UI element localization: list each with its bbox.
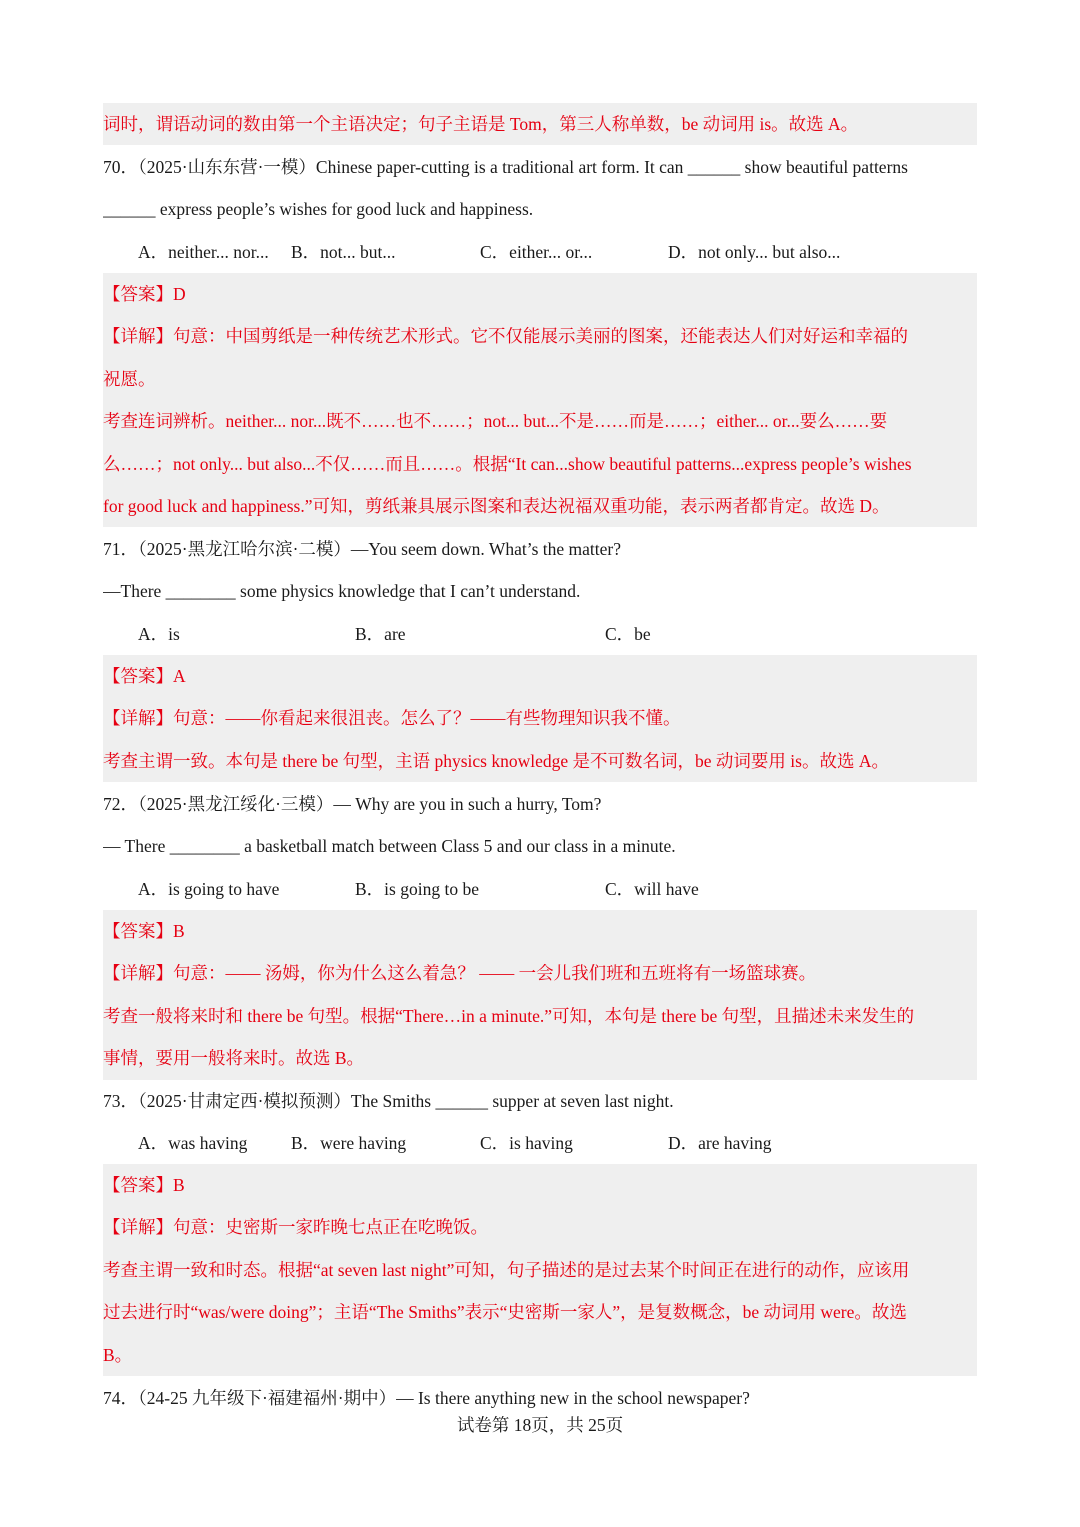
option-b: B．not... but...: [291, 242, 396, 262]
explanation-line: 事情，要用一般将来时。故选 B。: [103, 1048, 365, 1068]
option-a: A．neither... nor...: [138, 242, 269, 262]
question-number: 70．: [103, 157, 138, 177]
explanation-line: 过去进行时“was/were doing”；主语“The Smiths”表示“史密斯一家人”，是复数概念，be 动词用 were。故选: [103, 1302, 907, 1322]
options-row: [103, 613, 977, 655]
option-b: B．were having: [291, 1133, 407, 1153]
option-c: C．be: [605, 624, 651, 644]
answer-line: 【答案】B: [103, 1175, 185, 1195]
question-text: （2025·黑龙江绥化·三模）— Why are you in such a hurry, Tom?: [138, 794, 602, 814]
question-stem: [103, 783, 977, 825]
question-stem: — There ________ a basketball match between Class 5 and our class in a minute.: [103, 836, 676, 856]
option-c: C．either... or...: [480, 242, 593, 262]
explanation-line: 词时，谓语动词的数由第一个主语决定；句子主语是 Tom，第三人称单数，be 动词用 is。故选 A。: [103, 114, 859, 134]
explanation-line: 【详解】句意：——你看起来很沮丧。怎么了？——有些物理知识我不懂。: [103, 708, 681, 728]
question-stem: [103, 146, 977, 188]
question-text: （2025·黑龙江哈尔滨·二模）—You seem down. What’s the matter?: [138, 539, 621, 559]
option-c: C．is having: [480, 1133, 573, 1153]
explanation-line: 考查主谓一致和时态。根据“at seven last night”可知，句子描述的是过去某个时间正在进行的动作，应该用: [103, 1260, 910, 1280]
explanation-line: B。: [103, 1345, 133, 1365]
explanation-line: 【详解】句意：—— 汤姆，你为什么这么着急？ —— 一会儿我们班和五班将有一场篮球赛。: [103, 963, 817, 983]
answer-line: 【答案】B: [103, 921, 185, 941]
option-d: D．are having: [668, 1133, 772, 1153]
question-text: （2025·甘肃定西·模拟预测）The Smiths ______ supper at seven last night.: [138, 1091, 674, 1111]
question-stem: ______ express people’s wishes for good luck and happiness.: [103, 199, 534, 219]
option-a: A．was having: [138, 1133, 248, 1153]
question-stem: [103, 528, 977, 570]
question-stem: [103, 1080, 977, 1122]
explanation-line: for good luck and happiness.”可知，剪纸兼具展示图案和表达祝福双重功能，表示两者都肯定。故选 D。: [103, 496, 890, 516]
question-number: 73．: [103, 1091, 138, 1111]
explanation-line: 考查连词辨析。neither... nor...既不……也不……；not... but...不是……而是……；either... or...要么……要: [103, 411, 888, 431]
answer-line: 【答案】D: [103, 284, 186, 304]
question-text: （2025·山东东营·一模）Chinese paper-cutting is a traditional art form. It can ______ show beautiful patterns: [138, 157, 908, 177]
explanation-line: 么……；not only... but also...不仅……而且……。根据“It can...show beautiful patterns...express people’s wishes: [103, 454, 912, 474]
option-a: A．is going to have: [138, 879, 280, 899]
explanation-line: 考查主谓一致。本句是 there be 句型，主语 physics knowledge 是不可数名词，be 动词要用 is。故选 A。: [103, 751, 889, 771]
question-number: 71．: [103, 539, 138, 559]
explanation-line: 考查一般将来时和 there be 句型。根据“There…in a minute.”可知，本句是 there be 句型，且描述未来发生的: [103, 1006, 915, 1026]
options-row: [103, 231, 977, 273]
question-text: （24-25 九年级下·福建福州·期中）— Is there anything new in the school newspaper?: [138, 1388, 750, 1408]
option-a: A．is: [138, 624, 180, 644]
option-d: D．not only... but also...: [668, 242, 841, 262]
option-b: B．is going to be: [355, 879, 479, 899]
page-footer: 试卷第 18页，共 25页: [456, 1415, 624, 1435]
explanation-line: 【详解】句意：史密斯一家昨晚七点正在吃晚饭。: [103, 1217, 488, 1237]
option-b: B．are: [355, 624, 406, 644]
options-row: [103, 1122, 977, 1164]
explanation-line: 【详解】句意：中国剪纸是一种传统艺术形式。它不仅能展示美丽的图案，还能表达人们对好运和幸福的: [103, 326, 908, 346]
question-number: 74．: [103, 1388, 138, 1408]
answer-line: 【答案】A: [103, 666, 186, 686]
options-row: [103, 868, 977, 910]
explanation-line: 祝愿。: [103, 369, 156, 389]
question-stem: —There ________ some physics knowledge that I can’t understand.: [103, 581, 581, 601]
question-number: 72．: [103, 794, 138, 814]
option-c: C．will have: [605, 879, 699, 899]
